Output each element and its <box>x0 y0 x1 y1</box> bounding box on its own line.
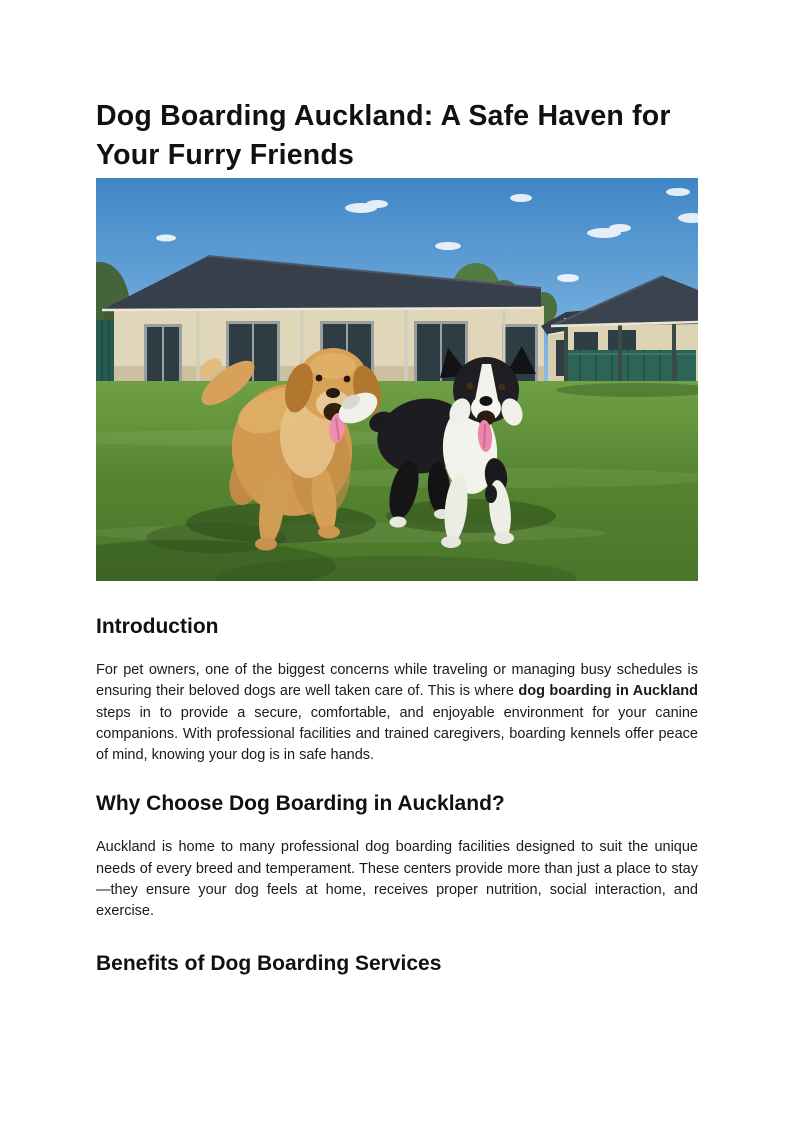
why-choose-paragraph <box>96 837 698 922</box>
article-content <box>96 0 698 977</box>
right-fence <box>568 350 696 382</box>
section-heading-why-choose: Why Choose Dog Boarding in Auckland? <box>96 792 505 816</box>
page-title: Dog Boarding Auckland: A Safe Haven for Your Furry Friends <box>96 100 671 171</box>
intro-text-before: For pet owners, one of the biggest concerns while traveling or managing busy schedules is ensuring their beloved dogs are well taken care of. This is where <box>96 662 698 700</box>
section-heading-benefits: Benefits of Dog Boarding Services <box>96 951 442 975</box>
why-choose-text: Auckland is home to many professional dog boarding facilities designed to suit the unique needs of every breed and temperament. These centers provide more than just a place to stay—they ensure your dog feels at home, receives proper nutrition, social interaction, and exercise. <box>96 839 698 920</box>
hero-illustration <box>96 178 698 581</box>
section-benefits <box>96 951 698 977</box>
intro-bold-keyword: dog boarding in Auckland <box>518 683 698 700</box>
section-heading-introduction: Introduction <box>96 615 219 638</box>
section-introduction <box>96 614 698 766</box>
section-why-choose <box>96 791 698 922</box>
hero-image <box>96 178 698 581</box>
intro-paragraph <box>96 660 698 766</box>
intro-text-after: steps in to provide a secure, comfortable, and enjoyable environment for your canine companions. With professional facilities and trained caregivers, boarding kennels offer peace of mind, knowing your dog is in safe hands. <box>96 704 698 764</box>
